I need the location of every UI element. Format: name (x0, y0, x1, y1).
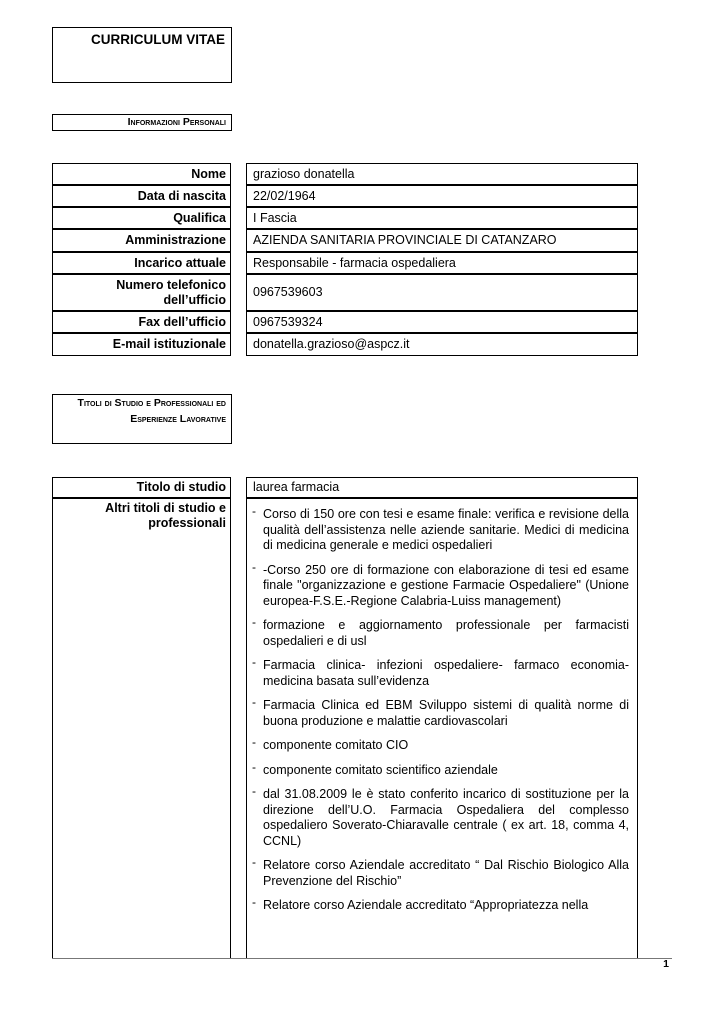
value-incarico-attuale: Responsabile - farmacia ospedaliera (246, 252, 638, 274)
list-item (249, 759, 629, 779)
value-data-nascita: 22/02/1964 (246, 185, 638, 207)
dash-bullet: - (252, 895, 256, 909)
list-item-text: Relatore corso Aziendale accreditato “Appropriatezza nella (263, 898, 589, 912)
list-item-text: Corso di 150 ore con tesi e esame finale: verifica e revisione della qualità dell’assistenza nelle aziende sanitarie. Medici di medicina di medicina generale e medici ospedalieri (263, 507, 629, 552)
dash-bullet: - (252, 615, 256, 629)
list-item-text: componente comitato scientifico aziendale (263, 762, 498, 777)
list-item (249, 695, 629, 729)
list-item (249, 615, 629, 649)
list-item-text: Relatore corso Aziendale accreditato “ Dal Rischio Biologico Alla Prevenzione del Rischio” (263, 858, 629, 888)
list-item (249, 855, 629, 889)
value-qualifica: I Fascia (246, 207, 638, 229)
list-item-text: -Corso 250 ore di formazione con elaborazione di tesi ed esame finale "organizzazione e gestione Farmacie Ospedaliere" (Unione europea-F.S.E.-Regione Calabria-Luiss management) (263, 562, 629, 608)
label-amministrazione: Amministrazione (52, 229, 231, 252)
dash-bullet: - (252, 735, 256, 749)
list-item (249, 655, 629, 689)
label-altri-titoli: Altri titoli di studio e professionali (52, 498, 231, 958)
value-nome: grazioso donatella (246, 163, 638, 185)
dash-bullet: - (252, 504, 256, 518)
value-fax: 0967539324 (246, 311, 638, 333)
section-personal-info: Informazioni Personali (52, 114, 232, 131)
dash-bullet: - (252, 559, 256, 574)
label-data-nascita: Data di nascita (52, 185, 231, 207)
list-item-text: Farmacia clinica- infezioni ospedaliere- farmaco economia-medicina basata sull’evidenza (263, 658, 629, 688)
list-item-text: componente comitato CIO (263, 738, 409, 752)
label-nome: Nome (52, 163, 231, 185)
section-titles-experience: Titoli di Studio e Professionali ed Esperienze Lavorative (52, 394, 232, 444)
email-text: donatella.grazioso@aspcz.it (253, 337, 410, 351)
dash-bullet: - (252, 759, 256, 774)
list-item-text: dal 31.08.2009 le è stato conferito incarico di sostituzione per la direzione dell’U.O. Farmacia Ospedaliera del complesso ospedaliero Soverato-Chiaravalle centrale ( ex art. 18, comma 4, CCNL) (263, 787, 629, 848)
footer-divider (52, 958, 672, 959)
list-item-text: formazione e aggiornamento professionale per farmacisti ospedalieri e di usl (263, 618, 629, 648)
value-numero-telefonico: 0967539603 (246, 274, 638, 311)
label-email: E-mail istituzionale (52, 333, 231, 356)
label-numero-telefonico: Numero telefonico dell’ufficio (52, 274, 231, 311)
dash-bullet: - (252, 695, 256, 709)
dash-bullet: - (252, 655, 256, 669)
list-item (249, 735, 629, 754)
list-item-text: Farmacia Clinica ed EBM Sviluppo sistemi di qualità norme di buona produzione e malattie cardiovascolari (263, 698, 629, 728)
list-item (249, 559, 629, 610)
list-item (249, 895, 629, 914)
label-titolo-studio: Titolo di studio (52, 477, 231, 498)
list-item (249, 504, 629, 554)
dash-bullet: - (252, 855, 256, 869)
label-incarico-attuale: Incarico attuale (52, 252, 231, 274)
label-fax: Fax dell’ufficio (52, 311, 231, 333)
list-item (249, 784, 629, 849)
label-qualifica: Qualifica (52, 207, 231, 229)
value-titolo-studio: laurea farmacia (246, 477, 638, 498)
cv-title: CURRICULUM VITAE (52, 27, 232, 83)
value-amministrazione: AZIENDA SANITARIA PROVINCIALE DI CATANZARO (246, 229, 638, 252)
value-email (246, 333, 638, 356)
page-number: 1 (663, 958, 669, 970)
altri-titoli-list (246, 498, 638, 958)
dash-bullet: - (252, 784, 256, 798)
